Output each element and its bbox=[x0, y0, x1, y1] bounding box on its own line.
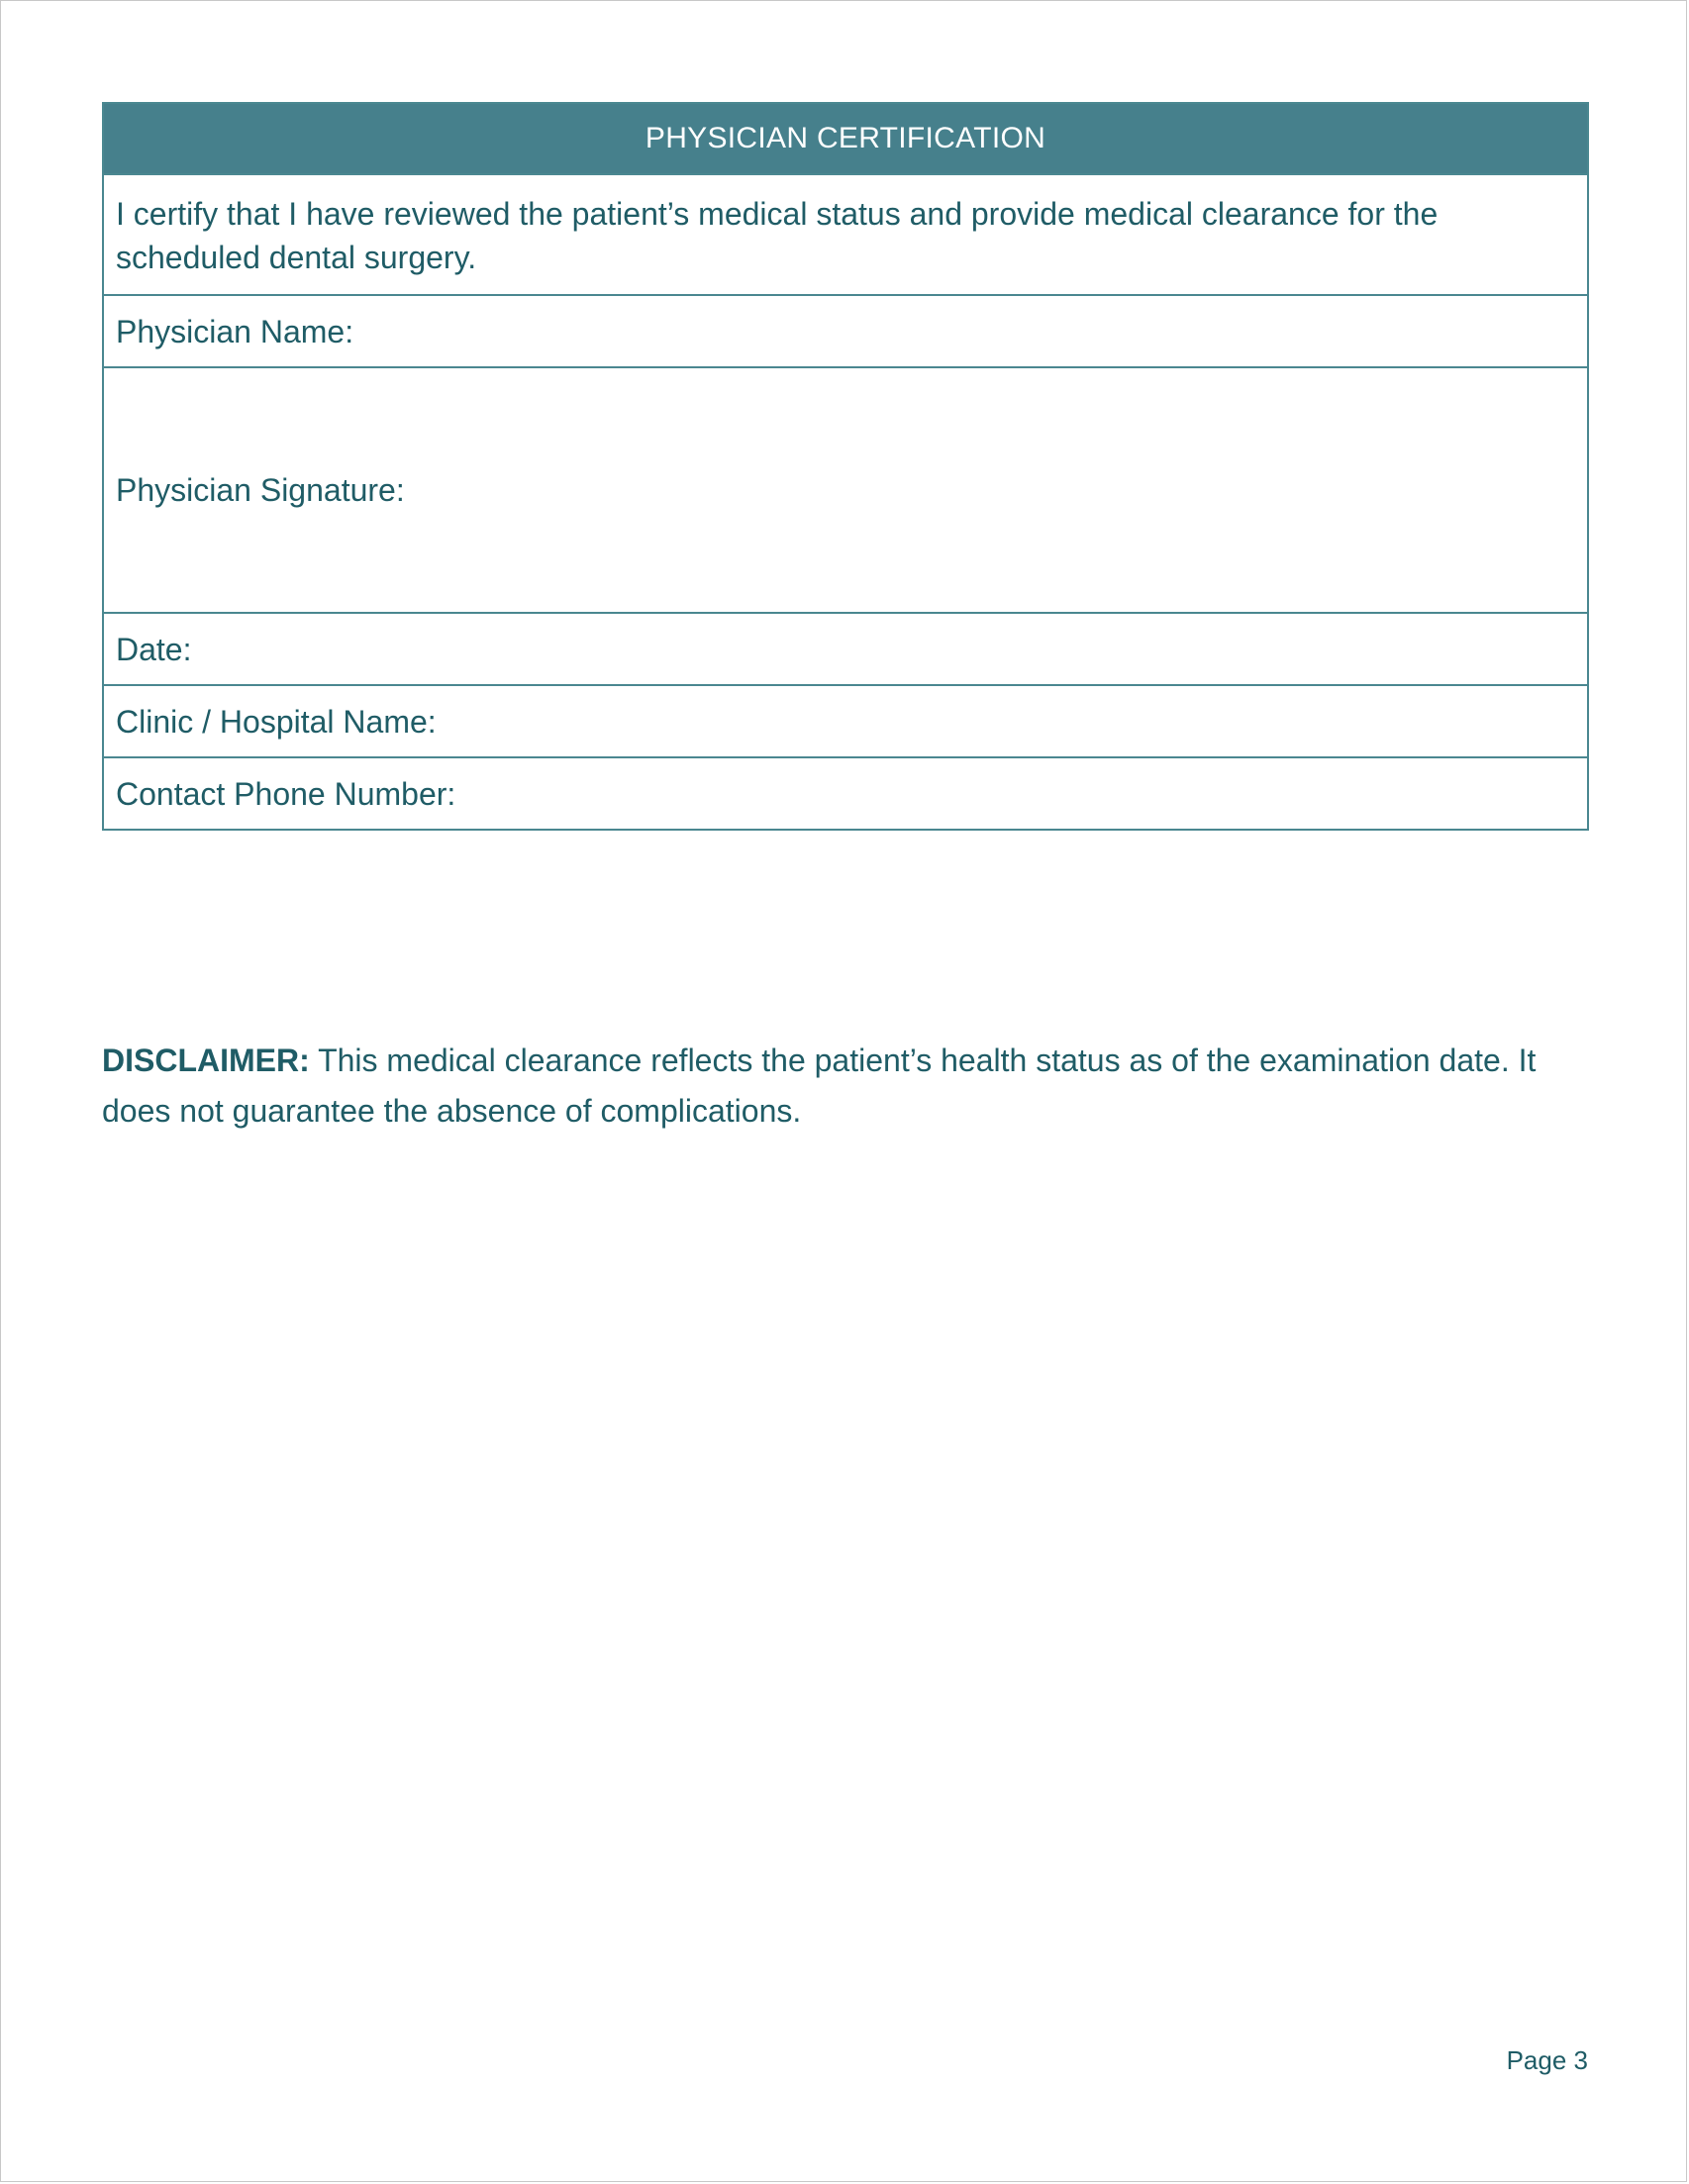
certification-header: PHYSICIAN CERTIFICATION bbox=[103, 103, 1588, 174]
physician-certification-table bbox=[102, 102, 1589, 831]
page-number: Page 3 bbox=[1506, 2045, 1588, 2075]
physician-name-field[interactable]: Physician Name: bbox=[103, 295, 1588, 367]
clinic-name-field[interactable]: Clinic / Hospital Name: bbox=[103, 685, 1588, 757]
disclaimer-text: This medical clearance reflects the patient’s health status as of the examination date. It does not guarantee the absence of complications. bbox=[102, 1042, 1537, 1129]
contact-phone-field[interactable]: Contact Phone Number: bbox=[103, 757, 1588, 830]
physician-signature-field[interactable]: Physician Signature: bbox=[103, 367, 1588, 613]
date-field[interactable]: Date: bbox=[103, 613, 1588, 685]
disclaimer-label: DISCLAIMER: bbox=[102, 1042, 310, 1078]
certification-statement: I certify that I have reviewed the patient’s medical status and provide medical clearance for the scheduled dental surgery. bbox=[103, 174, 1588, 295]
disclaimer bbox=[102, 1036, 1592, 1137]
